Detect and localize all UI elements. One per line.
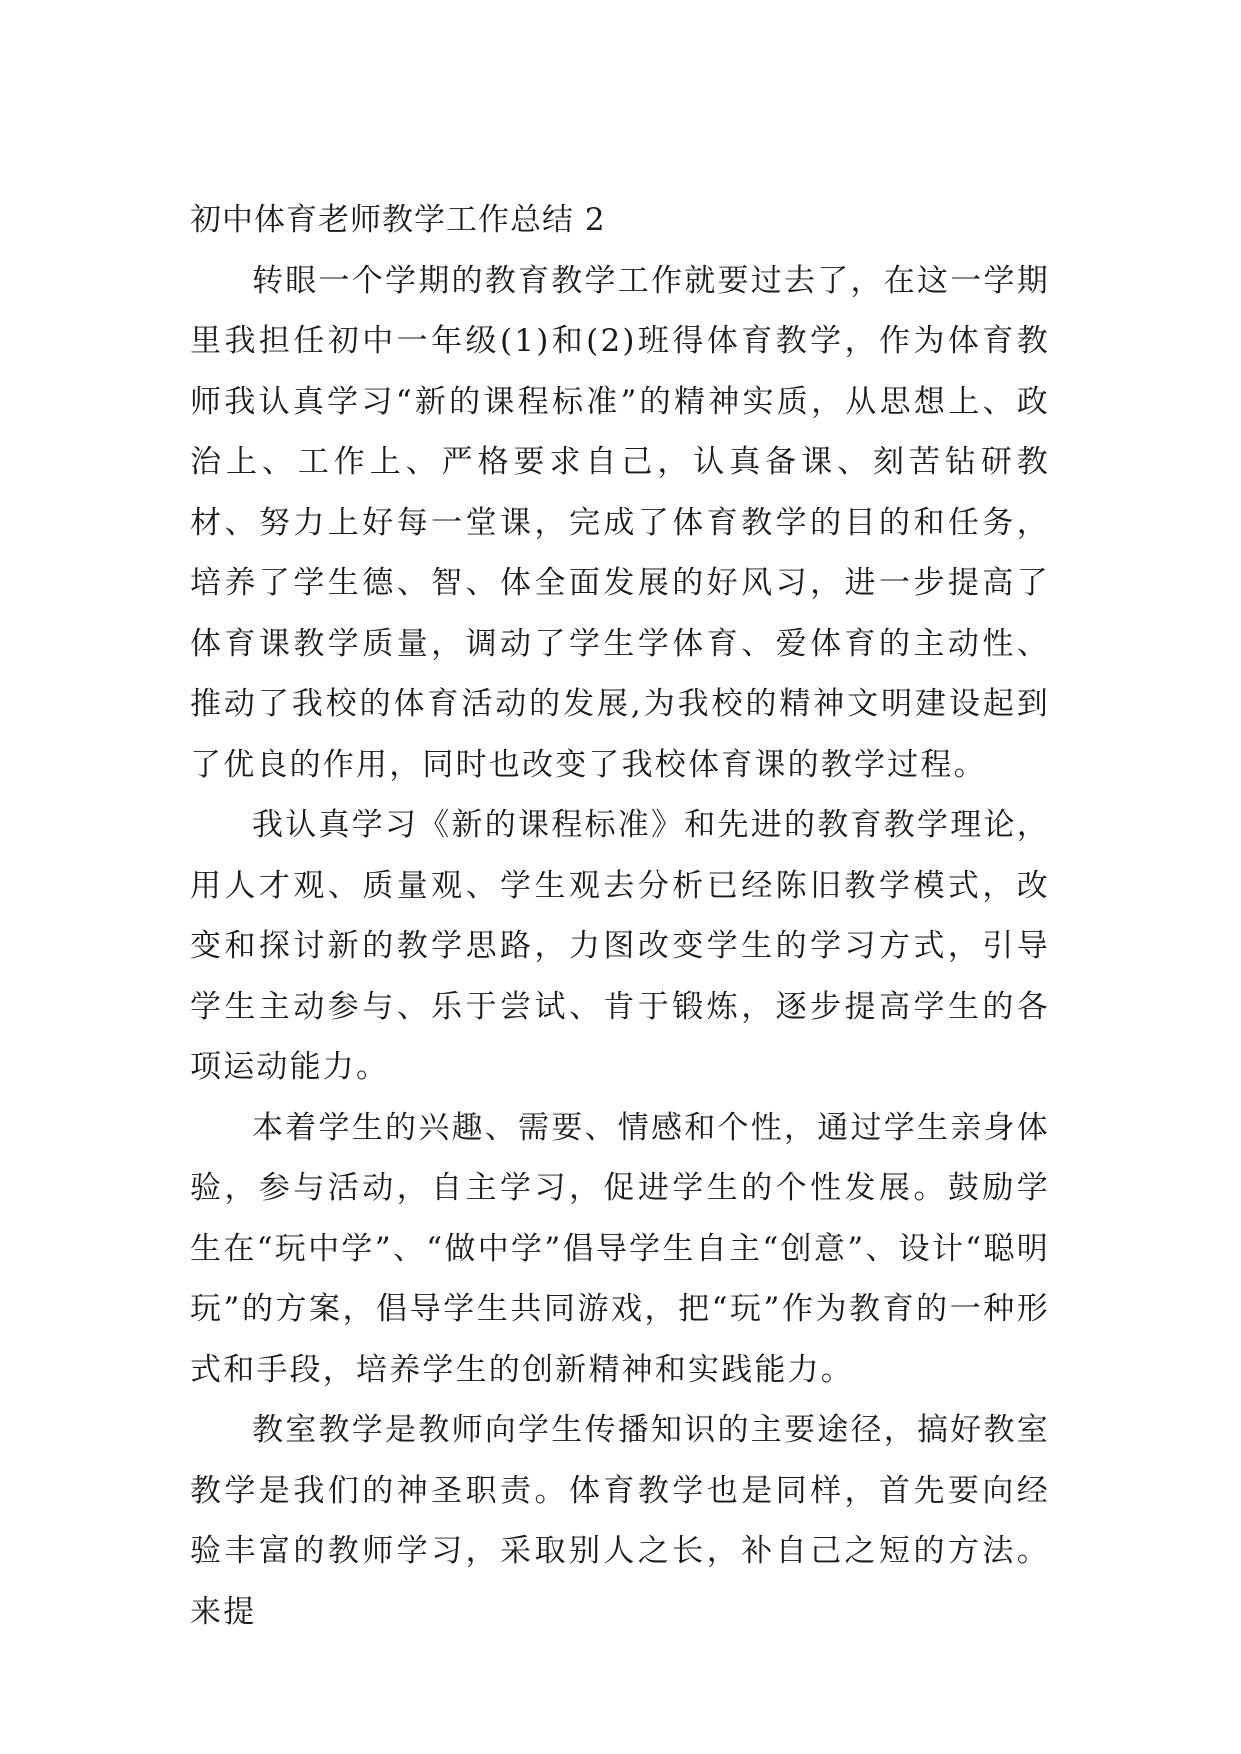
- document-title: 初中体育老师教学工作总结 2: [190, 202, 606, 238]
- paragraph-2: 我认真学习《新的课程标准》和先进的教育教学理论，用人才观、质量观、学生观去分析已经陈旧教学模式，改变和探讨新的教学思路，力图改变学生的学习方式，引导学生主动参与、乐于尝试、肯于锻炼，逐步提高学生的各项运动能力。: [190, 807, 1050, 1085]
- paragraph-4: 教室教学是教师向学生传播知识的主要途径，搞好教室教学是我们的神圣职责。体育教学也是同样，首先要向经验丰富的教师学习，采取别人之长，补自己之短的方法。来提: [190, 1412, 1050, 1630]
- document-body: [190, 190, 1050, 1642]
- paragraph-1: 转眼一个学期的教育教学工作就要过去了，在这一学期里我担任初中一年级(1)和(2)班得体育教学，作为体育教师我认真学习“新的课程标准”的精神实质，从思想上、政治上、工作上、严格要求自己，认真备课、刻苦钻研教材、努力上好每一堂课，完成了体育教学的目的和任务，培养了学生德、智、体全面发展的好风习，进一步提高了体育课教学质量，调动了学生学体育、爱体育的主动性、推动了我校的体育活动的发展,为我校的精神文明建设起到了优良的作用，同时也改变了我校体育课的教学过程。: [190, 262, 1050, 783]
- paragraph-3: 本着学生的兴趣、需要、情感和个性，通过学生亲身体验，参与活动，自主学习，促进学生的个性发展。鼓励学生在“玩中学”、“做中学”倡导学生自主“创意”、设计“聪明玩”的方案，倡导学生共同游戏，把“玩”作为教育的一种形式和手段，培养学生的创新精神和实践能力。: [190, 1109, 1050, 1388]
